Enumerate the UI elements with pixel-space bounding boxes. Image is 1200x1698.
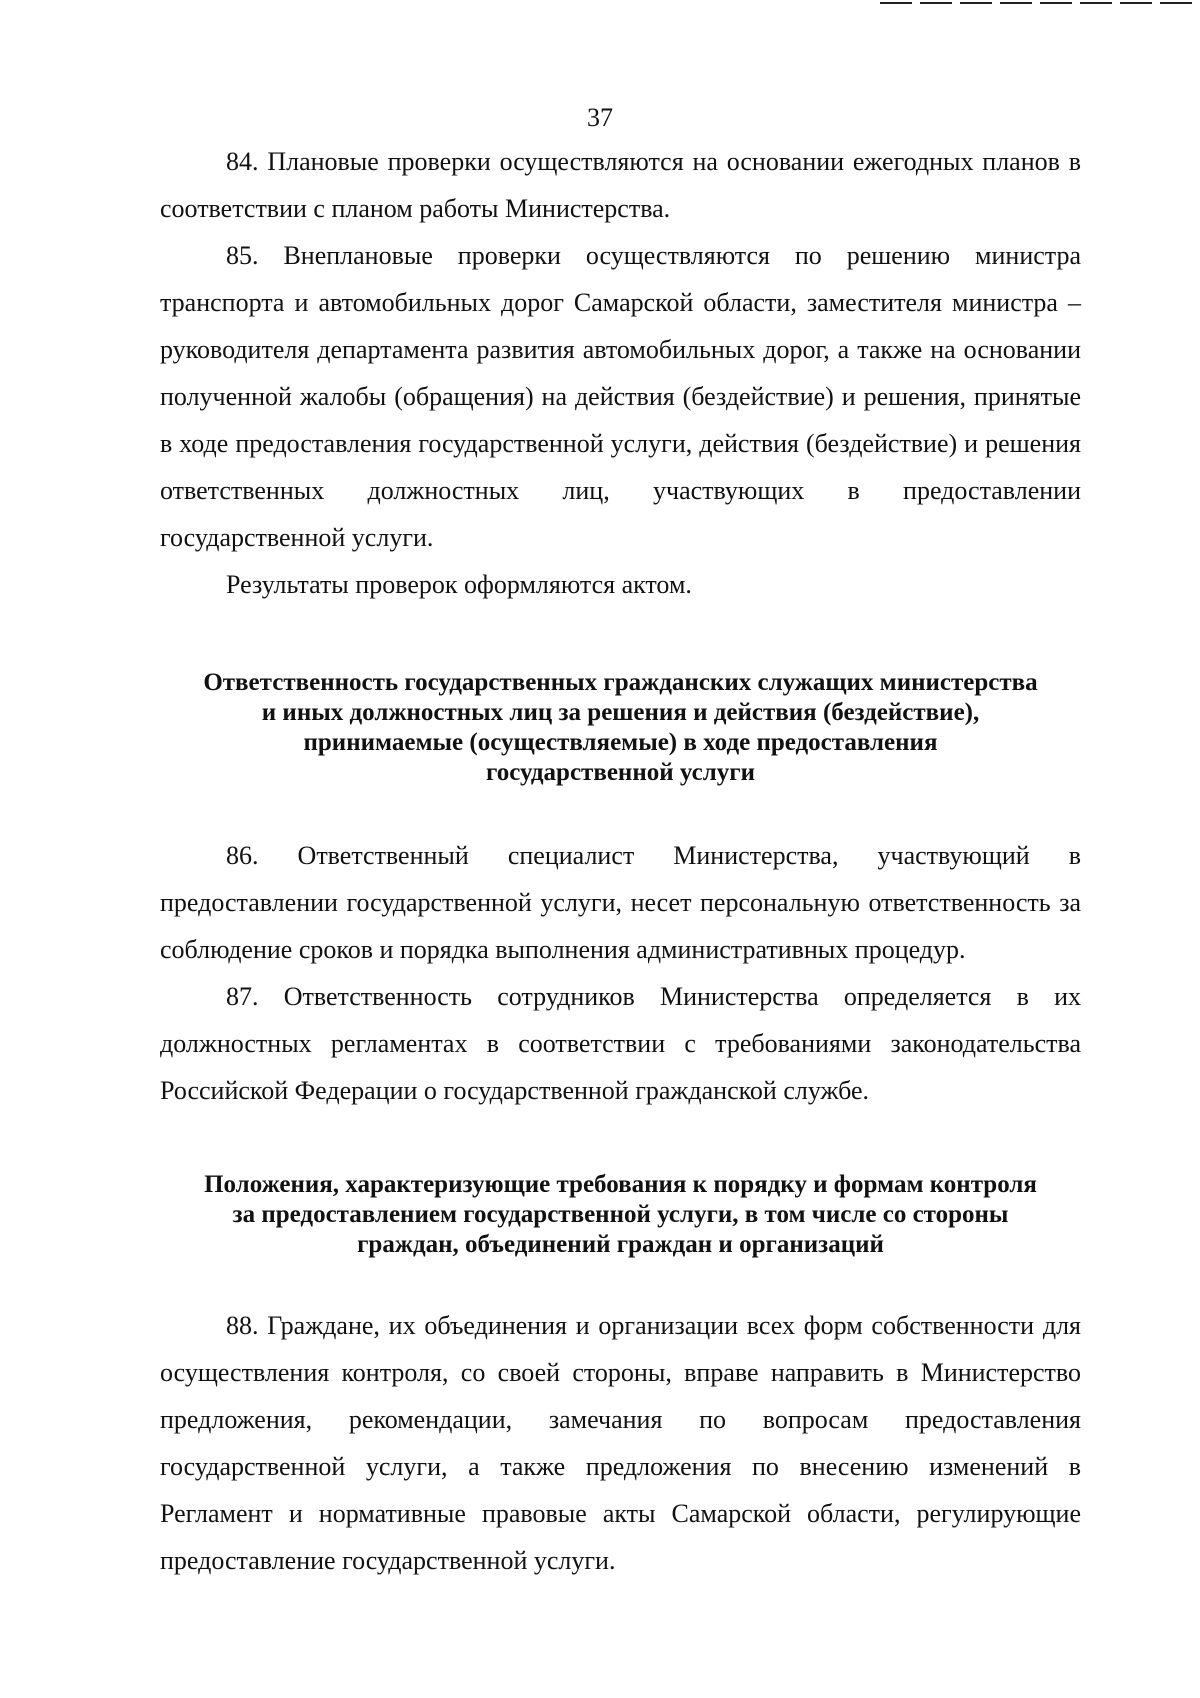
page-number: 37 xyxy=(587,103,613,132)
heading-line: и иных должностных лиц за решения и действия (бездействие), xyxy=(261,699,980,726)
paragraph-results: Результаты проверок оформляются актом. xyxy=(226,570,692,599)
heading-line: принимаемые (осуществляемые) в ходе предоставления xyxy=(303,729,938,756)
heading-control-provisions xyxy=(160,1170,1081,1260)
paragraph-85: 85. Внеплановые проверки осуществляются по решению министра транспорта и автомобильных дорог Самарской области, заместителя министра – руководителя департамента развития автомобильных дорог, а также на основании полученной жалобы (обращения) на действия (бездействие) и решения, принятые в ходе предоставления государственной услуги, действия (бездействие) и решения ответственных должностных лиц, участвующих в предоставлении государственной услуги. xyxy=(160,241,1081,552)
heading-line: Ответственность государственных гражданских служащих министерства xyxy=(203,669,1038,696)
heading-line: за предоставлением государственной услуги, в том числе со стороны xyxy=(232,1201,1009,1228)
top-edge-dashes xyxy=(880,2,1192,4)
heading-line: граждан, объединений граждан и организаций xyxy=(357,1231,884,1258)
dash xyxy=(920,2,952,4)
section-control xyxy=(160,1302,1081,1584)
heading-responsibility xyxy=(160,668,1081,788)
dash xyxy=(1040,2,1072,4)
dash xyxy=(1160,2,1192,4)
dash xyxy=(880,2,912,4)
section-responsibility xyxy=(160,832,1081,1114)
paragraph-86: 86. Ответственный специалист Министерства, участвующий в предоставлении государственной услуги, несет персональную ответственность за соблюдение сроков и порядка выполнения административных процедур. xyxy=(160,841,1081,964)
section-intro xyxy=(160,138,1081,608)
heading-line: Положения, характеризующие требования к порядку и формам контроля xyxy=(204,1171,1037,1198)
dash xyxy=(960,2,992,4)
dash xyxy=(1000,2,1032,4)
heading-line: государственной услуги xyxy=(485,759,756,786)
paragraph-87: 87. Ответственность сотрудников Министерства определяется в их должностных регламентах в соответствии с требованиями законодательства Российской Федерации о государственной гражданской службе. xyxy=(160,982,1081,1105)
paragraph-88: 88. Граждане, их объединения и организации всех форм собственности для осуществления контроля, со своей стороны, вправе направить в Министерство предложения, рекомендации, замечания по вопросам предоставления государственной услуги, а также предложения по внесению изменений в Регламент и нормативные правовые акты Самарской области, регулирующие предоставление государственной услуги. xyxy=(160,1311,1081,1575)
dash xyxy=(1120,2,1152,4)
paragraph-84: 84. Плановые проверки осуществляются на основании ежегодных планов в соответствии с планом работы Министерства. xyxy=(160,147,1081,223)
dash xyxy=(1080,2,1112,4)
